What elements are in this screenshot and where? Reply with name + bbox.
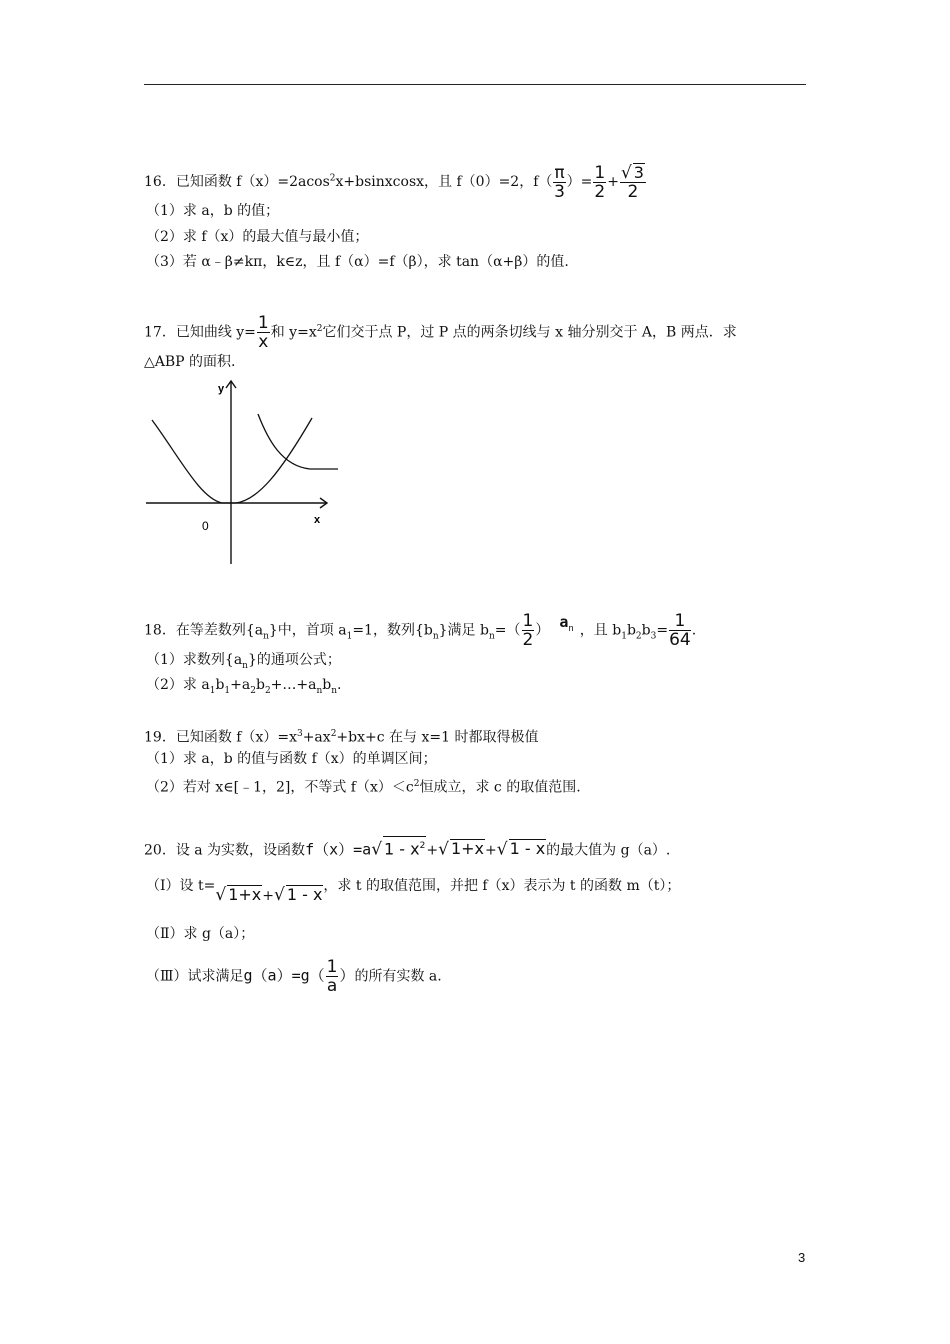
q17-num: 1 bbox=[257, 313, 269, 333]
q18-pre: 18．在等差数列{a bbox=[144, 622, 264, 639]
q18-one-over-64 bbox=[669, 612, 691, 649]
q17-one-over-x bbox=[257, 314, 270, 351]
q20-plus1: + bbox=[426, 842, 439, 859]
q20-g-eq: g（a）=g（ bbox=[243, 966, 325, 985]
q18-half-den: 2 bbox=[522, 630, 534, 650]
q20-one-over-a bbox=[326, 958, 339, 995]
q18-mid5: ，且 b bbox=[579, 622, 622, 639]
y-label: y bbox=[218, 383, 225, 395]
origin-label: 0 bbox=[202, 519, 209, 533]
q20-g-close: ） bbox=[339, 966, 355, 985]
x-label: x bbox=[314, 514, 321, 526]
q18-part2: （2）求 $a_1b_1+a_2b_2+\dots+a_nb_n$. bbox=[146, 677, 342, 696]
q20-stem: 20．设 a 为实数，设函数f（x）=a√ $1 - x^2+√$ 1+x+√ 1 - x的最大值为 g（a）. bbox=[144, 836, 670, 860]
q17-stem: 17．已知曲线 y= $\frac{1}{x}$ 和 $y=x^2$它们交于点 P，过 P 点的两条切线与 x 轴分别交于 A，B 两点．求 bbox=[144, 313, 737, 352]
q19-p2-text: （2）若对 x∈[﹣1，2]，不等式 f（x）＜c bbox=[146, 779, 414, 796]
q20-stem-end: 的最大值为 g（a）. bbox=[546, 842, 671, 859]
q16-part1: （1）求 a，b 的值； bbox=[146, 203, 280, 219]
q17-line2: △ABP 的面积. bbox=[144, 354, 236, 370]
q18-prod-den: 64 bbox=[669, 630, 691, 650]
q19-stem: 19．已知函数 $f(x)=x^3+ax^2+bx+c$ 在与 x=1 时都取得极值 bbox=[144, 729, 539, 746]
q17-pre: 17．已知曲线 y= bbox=[144, 324, 256, 341]
q16-stem-text-b: x+bsinxcosx，且 f（0）=2，f（ bbox=[335, 174, 553, 190]
page-number: 3 bbox=[798, 1250, 806, 1265]
q20-g-num: 1 bbox=[326, 957, 338, 977]
sqrt3: 3 bbox=[633, 163, 644, 182]
q16-part2: （2）求 f（x）的最大值与最小值； bbox=[146, 229, 369, 245]
q20-p1-pre: （Ⅰ）设 t= bbox=[146, 878, 216, 894]
q18-p1-text-b: }的通项公式； bbox=[247, 652, 341, 668]
q17-post: 和 y=x bbox=[270, 324, 317, 341]
q16-plus: + bbox=[607, 174, 619, 190]
q18-mid2: =1，数列{b bbox=[352, 622, 433, 639]
sqrt3-den: 2 bbox=[627, 182, 639, 202]
q20-stem-text: 20．设 a 为实数，设函数 bbox=[144, 842, 306, 859]
q19-part2: （2）若对 x∈[﹣1，2]，不等式 $f(x)<c^2$恒成立，求 c 的取值范围. bbox=[146, 779, 581, 796]
q16-stem: 16．已知函数 f（x）=2acos$^2$x+bsinxcosx，且 f（0）=2，f（ $\frac{\pi}{3}$ ）= $\frac{1}{2}$ + $\frac{√ 3}{2}$ bbox=[144, 162, 644, 202]
q20-part1: （Ⅰ）设 t=√ 1+x+√ 1 - x，求 t 的取值范围，并把 f（x）表示为 t 的函数 m（t）； bbox=[146, 878, 681, 905]
q16-eq: ）= bbox=[566, 174, 593, 190]
q18-prod-num: 1 bbox=[669, 612, 691, 631]
q16-half bbox=[593, 164, 606, 201]
q19-p2-text-b: 恒成立，求 c 的取值范围. bbox=[419, 779, 581, 796]
pi-num: π bbox=[554, 162, 565, 183]
q18-p2-text: （2）求 a bbox=[146, 677, 210, 693]
pi-over-3 bbox=[553, 164, 565, 201]
header-rule bbox=[144, 84, 806, 85]
q20-root2: 1+x bbox=[450, 839, 484, 859]
q20-part2: （Ⅱ）求 g（a）； bbox=[146, 926, 255, 942]
q19-stem-b: +ax bbox=[302, 729, 331, 746]
q19-part1: （1）求 a，b 的值与函数 f（x）的单调区间； bbox=[146, 751, 437, 767]
pi-den: 3 bbox=[554, 181, 565, 202]
q20-f: f（x）=a bbox=[305, 840, 372, 859]
q17-graph bbox=[140, 378, 345, 568]
q18-mid1: }中，首项 a bbox=[268, 622, 347, 639]
q18-half bbox=[522, 612, 535, 649]
q18-mid4: =（ bbox=[494, 622, 521, 639]
q20-p1-post: ，求 t 的取值范围，并把 f（x）表示为 t 的函数 m（t）； bbox=[323, 878, 681, 894]
q19-stem-c: +bx+c 在与 x=1 时都取得极值 bbox=[336, 729, 539, 746]
q16-part3: （3）若 α﹣β≠kπ，k∈z，且 f（α）=f（β），求 tan（α+β）的值. bbox=[146, 254, 569, 270]
q16-sqrt3-over-2: $\frac{√ 3}{2}$ bbox=[620, 163, 644, 202]
q18-mid3: }满足 b bbox=[438, 622, 489, 639]
q20-root3: 1 - x bbox=[509, 839, 546, 859]
half-num: 1 bbox=[594, 162, 606, 183]
q20-t-root1: 1+x bbox=[228, 885, 262, 904]
q20-part3 bbox=[146, 958, 442, 995]
q18-p1-text: （1）求数列{a bbox=[146, 652, 243, 668]
q20-p3-pre: （Ⅲ）试求满足 bbox=[146, 968, 244, 985]
q20-root1: $1 - x^2$ bbox=[383, 836, 426, 858]
q20-g-den: a bbox=[326, 976, 338, 996]
q18-close: ） bbox=[535, 622, 550, 639]
q18-exponent: $a_n$ bbox=[559, 612, 574, 634]
q16-stem-text: 16．已知函数 f（x）=2acos bbox=[144, 174, 330, 190]
q20-t-root2: 1 - x bbox=[286, 885, 323, 904]
q17-post2: 它们交于点 P，过 P 点的两条切线与 x 轴分别交于 A，B 两点．求 bbox=[322, 324, 737, 341]
half-den: 2 bbox=[594, 181, 606, 202]
q19-stem-text: 19．已知函数 f（x）=x bbox=[144, 729, 297, 746]
q17-den: x bbox=[258, 332, 269, 352]
q18-stem: 18．在等差数列$\{a_n\}$中，首项 $a_1=1$，数列$\{b_n\}$满足 $b_n=$（ $\frac{1}{2}$ ） $a_n$ ，且 $b_1b_2b_3=$ $\frac{1}{64}$ . bbox=[144, 611, 697, 650]
q18-part1: （1）求数列$\{a_n\}$的通项公式； bbox=[146, 652, 341, 671]
q20-p3-post: 的所有实数 a. bbox=[354, 968, 442, 985]
q18-half-num: 1 bbox=[522, 611, 534, 631]
